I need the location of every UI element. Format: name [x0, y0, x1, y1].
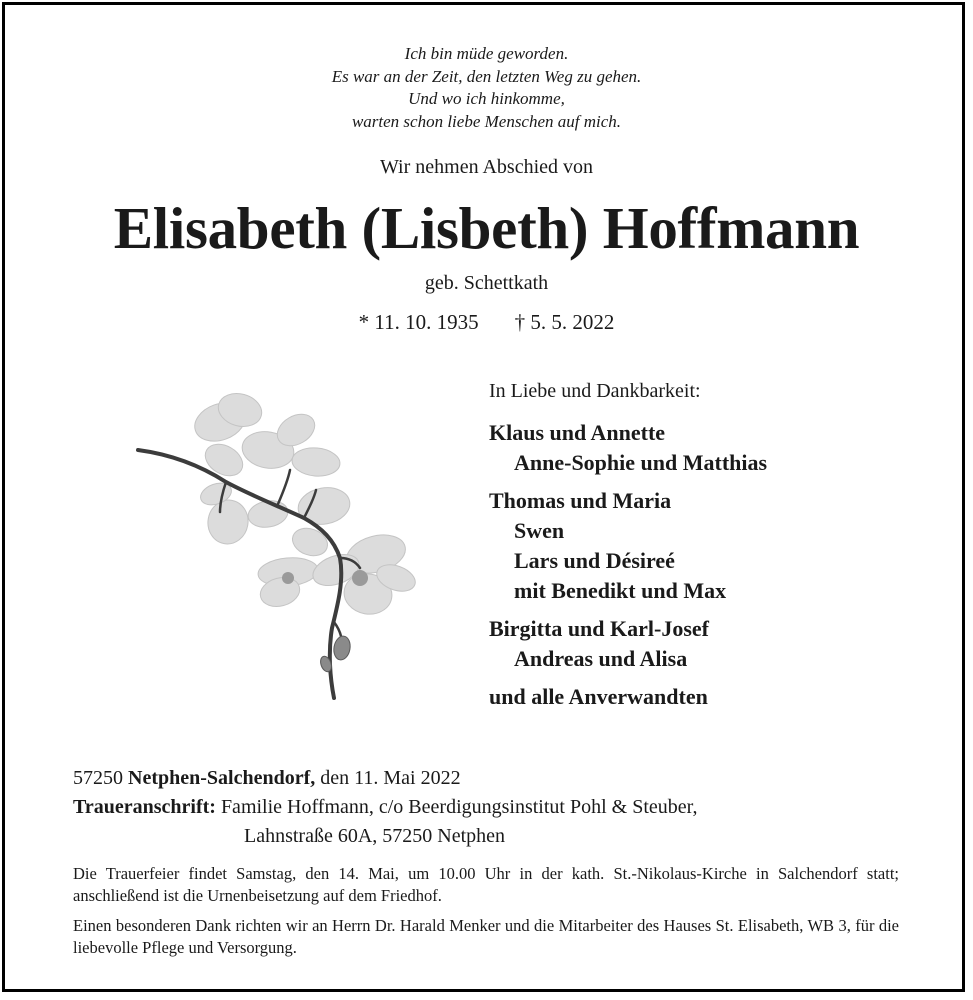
mourner-line: Swen — [514, 518, 565, 543]
mourner-line: Anne-Sophie und Matthias — [514, 450, 768, 475]
deceased-name: Elisabeth (Lisbeth) Hoffmann — [113, 195, 860, 261]
notice-date: den 11. Mai 2022 — [320, 767, 461, 789]
thanks-notice: Einen besonderen Dank richten wir an Herrn Dr. Harald Menker und die Mitarbeiter des Hauses St. Elisabeth, WB 3, für die liebevolle Pflege und Versorgung. — [73, 916, 899, 957]
mourner-line: Birgitta und Karl-Josef — [489, 616, 709, 641]
poem-line: Und wo ich hinkomme, — [408, 89, 565, 108]
place-date-line — [73, 764, 698, 793]
address-line2: Lahnstraße 60A, 57250 Netphen — [244, 825, 506, 847]
service-notice: Die Trauerfeier findet Samstag, den 14. Mai, um 10.00 Uhr in der kath. St.-Nikolaus-Kirche in Salchendorf statt; anschließend ist die Urnenbeisetzung auf dem Friedhof. — [73, 864, 899, 905]
postal-code: 57250 — [73, 767, 123, 789]
address-line — [73, 793, 698, 822]
mourner-line: Klaus und Annette — [489, 420, 666, 445]
life-dates — [0, 310, 973, 335]
address-label: Traueranschrift: — [73, 796, 216, 818]
mourner-line: Andreas und Alisa — [514, 646, 688, 671]
birth-date: * 11. 10. 1935 — [358, 310, 479, 334]
death-date: † 5. 5. 2022 — [514, 310, 615, 334]
town: Netphen-Salchendorf, — [128, 767, 316, 789]
mourner-line: und alle Anverwandten — [489, 684, 708, 709]
mourners-intro: In Liebe und Dankbarkeit: — [489, 380, 701, 402]
poem-line: Es war an der Zeit, den letzten Weg zu gehen. — [331, 66, 642, 86]
poem-line: warten schon liebe Menschen auf mich. — [351, 111, 622, 131]
poem — [0, 43, 973, 133]
farewell-intro: Wir nehmen Abschied von — [379, 156, 594, 178]
mourner-line: mit Benedikt und Max — [514, 578, 727, 603]
mourner-line: Lars und Désireé — [514, 548, 675, 573]
mourner-line: Thomas und Maria — [489, 488, 672, 513]
mourners-block — [489, 378, 767, 712]
address-line1: Familie Hoffmann, c/o Beerdigungsinstitut Pohl & Steuber, — [220, 796, 698, 818]
orchid-icon — [128, 382, 418, 707]
place-and-address — [73, 764, 698, 851]
poem-line: Ich bin müde geworden. — [404, 44, 569, 63]
birth-name: geb. Schettkath — [424, 272, 549, 294]
notices — [73, 863, 899, 967]
